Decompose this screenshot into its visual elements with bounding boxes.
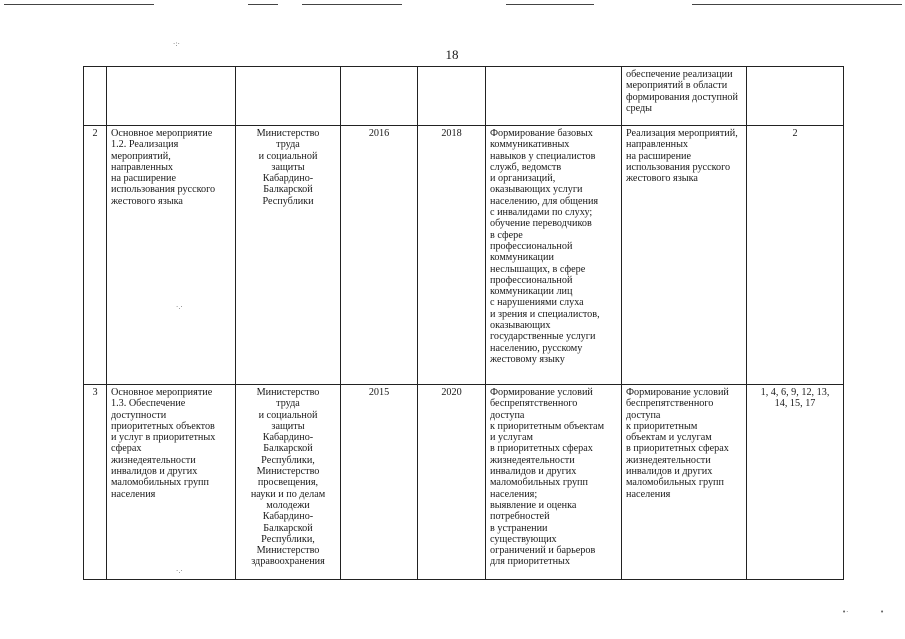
results-cell — [486, 67, 622, 126]
year-start-cell: 2016 — [341, 126, 418, 385]
directions-cell: обеспечение реализации мероприятий в области формирования доступной среды — [622, 67, 747, 126]
event-cell — [107, 67, 236, 126]
indicators-cell: 2 — [747, 126, 844, 385]
row-number-cell — [84, 67, 107, 126]
executor-cell: Министерство труда и социальной защиты Кабардино- Балкарской Республики — [236, 126, 341, 385]
event-cell: Основное мероприятие 1.3. Обеспечение доступности приоритетных объектов и услуг в приоритетных сферах жизнедеятельности инвалидов и других маломобильных групп населения — [107, 385, 236, 580]
table-row — [84, 126, 844, 385]
results-cell: Формирование условий беспрепятственного доступа к приоритетным объектам и услугам в приоритетных сферах жизнедеятельности инвалидов и других маломобильных групп населения; выявление и оценка потребностей в устранении существующих ограничений и барьеров для приоритетных — [486, 385, 622, 580]
table-row — [84, 385, 844, 580]
directions-cell: Реализация мероприятий, направленных на расширение использования русского жестового языка — [622, 126, 747, 385]
row-number-cell: 2 — [84, 126, 107, 385]
page-number: 18 — [445, 47, 459, 62]
indicators-cell — [747, 67, 844, 126]
table-row — [84, 67, 844, 126]
program-events-table — [83, 66, 844, 580]
executor-cell — [236, 67, 341, 126]
executor-cell: Министерство труда и социальной защиты Кабардино- Балкарской Республики, Министерство просвещения, науки и по делам молодежи Кабардино- Балкарской Республики, Министерство здравоохранения — [236, 385, 341, 580]
scan-speck: •· — [842, 608, 849, 616]
directions-cell: Формирование условий беспрепятственного доступа к приоритетным объектам и услугам в приоритетных сферах жизнедеятельности инвалидов и других маломобильных групп населения — [622, 385, 747, 580]
header-rule-1 — [4, 4, 154, 5]
year-end-cell: 2020 — [418, 385, 486, 580]
header-rule-4 — [506, 4, 594, 5]
header-rule-3 — [302, 4, 402, 5]
indicators-cell: 1, 4, 6, 9, 12, 13, 14, 15, 17 — [747, 385, 844, 580]
scan-speck: ·:· — [173, 40, 180, 48]
row-number-cell: 3 — [84, 385, 107, 580]
results-cell: Формирование базовых коммуникативных навыков у специалистов служб, ведомств и организаций, оказывающих услуги населению, для общения с инвалидами по слуху; обучение переводчиков в сфере профессиональной коммуникации неслышащих, в сфере профессиональной коммуникации лиц с нарушениями слуха и зрения и специалистов, оказывающих государственные услуги населению, русскому жестовому языку — [486, 126, 622, 385]
year-end-cell: 2018 — [418, 126, 486, 385]
year-start-cell — [341, 67, 418, 126]
header-rule-5 — [692, 4, 902, 5]
event-cell: Основное мероприятие 1.2. Реализация мероприятий, направленных на расширение использования русского жестового языка — [107, 126, 236, 385]
year-end-cell — [418, 67, 486, 126]
year-start-cell: 2015 — [341, 385, 418, 580]
header-rule-2 — [248, 4, 278, 5]
scan-speck: ·.· — [176, 303, 183, 311]
scan-speck: ·.· — [176, 567, 183, 575]
scan-speck: • — [880, 608, 885, 616]
